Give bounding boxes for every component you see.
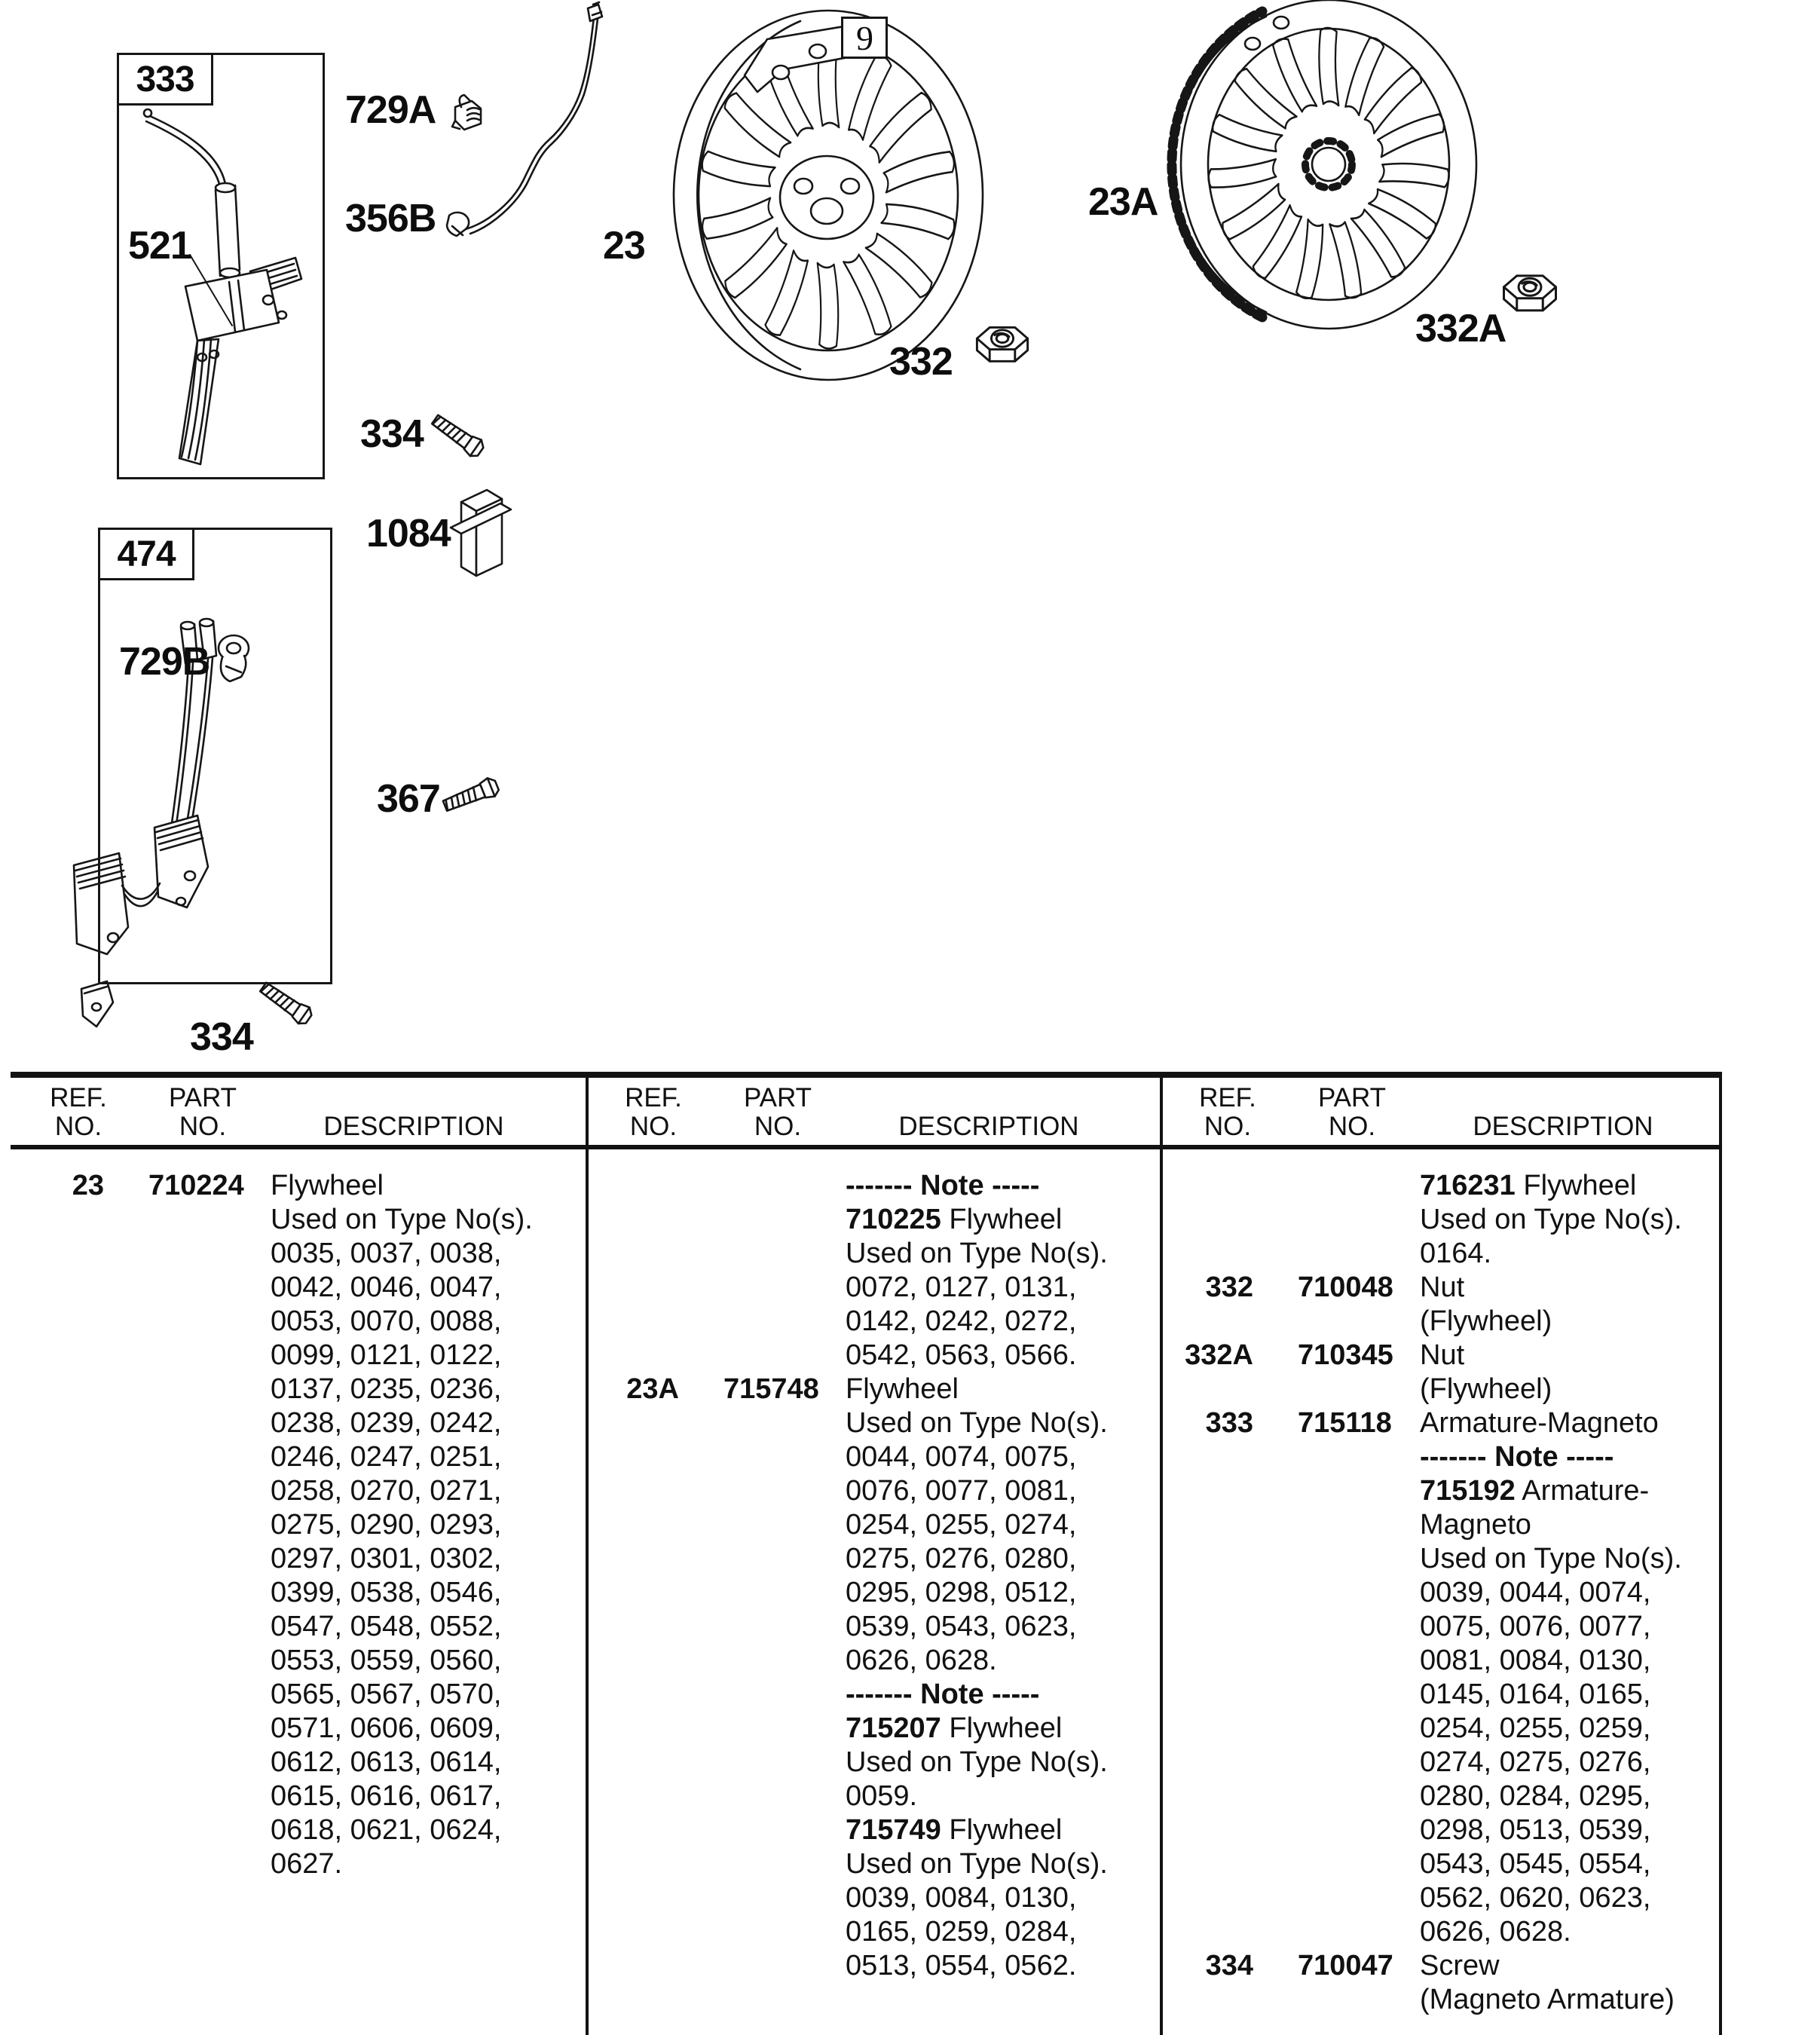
- table-column-1: [11, 1072, 586, 2035]
- description: [271, 1441, 501, 1473]
- connector-729A-icon: [452, 95, 481, 130]
- table-col-rows-1: [11, 1170, 586, 1882]
- description-segment: Flywheel: [941, 1712, 1063, 1744]
- table-row: [11, 1238, 586, 1271]
- description-segment: 0562, 0620, 0623,: [1420, 1882, 1651, 1914]
- description-segment: Used on Type No(s).: [846, 1848, 1108, 1880]
- flywheel-23A-drawing: [1172, 0, 1476, 329]
- part-no: 710047: [1298, 1950, 1393, 1981]
- description: [271, 1271, 501, 1304]
- screw-334-top-icon: [430, 412, 487, 460]
- table-row: [11, 1339, 586, 1373]
- description: [1420, 1780, 1650, 1813]
- table-row: [1160, 1441, 1719, 1475]
- table-row: [586, 1611, 1160, 1645]
- table-row: [586, 1746, 1160, 1780]
- description-segment: 0539, 0543, 0623,: [846, 1611, 1077, 1642]
- table-row: [11, 1204, 586, 1238]
- label-729A: 729A: [345, 88, 436, 132]
- description: [271, 1678, 501, 1711]
- description: [271, 1814, 501, 1847]
- header-part-line2: NO.: [179, 1112, 227, 1141]
- description-segment: 0275, 0290, 0293,: [271, 1509, 502, 1541]
- description-segment: 0246, 0247, 0251,: [271, 1441, 502, 1473]
- description: [271, 1712, 501, 1745]
- header-part-line1: PART: [743, 1083, 812, 1112]
- description-segment: 0297, 0301, 0302,: [271, 1543, 502, 1574]
- module-1084-icon: [451, 490, 511, 576]
- description: [1420, 1814, 1650, 1847]
- description-segment: 0042, 0046, 0047,: [271, 1271, 502, 1303]
- table-row: [586, 1712, 1160, 1746]
- description: [1420, 1543, 1682, 1575]
- description-segment: Used on Type No(s).: [846, 1407, 1108, 1439]
- description-segment: 0612, 0613, 0614,: [271, 1746, 502, 1778]
- part-no: 715748: [723, 1373, 819, 1405]
- description-segment: 0099, 0121, 0122,: [271, 1339, 502, 1371]
- description-bold-segment: 710225: [846, 1204, 941, 1235]
- description-segment: 0076, 0077, 0081,: [846, 1475, 1077, 1507]
- table-row: [1160, 1543, 1719, 1577]
- description: [846, 1305, 1076, 1338]
- table-row: [1160, 1611, 1719, 1645]
- parts-table: [11, 1072, 1722, 2035]
- description: [846, 1238, 1108, 1270]
- description: [1420, 1950, 1500, 1982]
- label-334-bottom: 334: [190, 1015, 253, 1059]
- description: [1420, 1645, 1650, 1677]
- description-segment: 0565, 0567, 0570,: [271, 1678, 502, 1710]
- description-bold-segment: 715192: [1420, 1475, 1516, 1507]
- table-row: [1160, 1271, 1719, 1305]
- table-row: [11, 1577, 586, 1611]
- ref-no: 332A: [1185, 1339, 1253, 1371]
- description: [271, 1339, 501, 1372]
- table-row: [586, 1543, 1160, 1577]
- header-ref-line1: REF.: [50, 1083, 107, 1112]
- description-segment: Screw: [1420, 1950, 1500, 1981]
- header-part-line1: PART: [1317, 1083, 1387, 1112]
- col1-header-ref: [26, 1084, 131, 1141]
- description-segment: Flywheel: [941, 1204, 1063, 1235]
- description: [271, 1475, 501, 1507]
- ref-no: 333: [1205, 1407, 1253, 1439]
- table-row: [1160, 1678, 1719, 1712]
- table-row: [586, 1678, 1160, 1712]
- table-col-rows-3: [1160, 1170, 1719, 2018]
- table-row: [586, 1204, 1160, 1238]
- table-column-3: [1160, 1072, 1719, 2035]
- description: [846, 1645, 997, 1677]
- description: [846, 1475, 1076, 1507]
- table-row: [11, 1407, 586, 1441]
- table-row: [1160, 1305, 1719, 1339]
- table-row: [586, 1950, 1160, 1984]
- table-row: [586, 1509, 1160, 1543]
- description-segment: (Magneto Armature): [1420, 1984, 1675, 2015]
- description: [271, 1611, 501, 1643]
- description-bold-segment: ------- Note -----: [846, 1170, 1040, 1201]
- description: [846, 1814, 1062, 1847]
- header-part-line1: PART: [168, 1083, 237, 1112]
- description: [846, 1746, 1108, 1779]
- description-segment: 0044, 0074, 0075,: [846, 1441, 1077, 1473]
- table-row: [11, 1373, 586, 1407]
- col3-header-description: DESCRIPTION: [1473, 1112, 1653, 1141]
- table-row: [11, 1848, 586, 1882]
- description-segment: 0295, 0298, 0512,: [846, 1577, 1077, 1608]
- description: [846, 1543, 1076, 1575]
- description: [1420, 1339, 1464, 1372]
- description-segment: 0254, 0255, 0274,: [846, 1509, 1077, 1541]
- table-row: [586, 1882, 1160, 1916]
- description: [846, 1407, 1108, 1440]
- description-segment: 0238, 0239, 0242,: [271, 1407, 502, 1439]
- description-segment: Used on Type No(s).: [1420, 1543, 1682, 1574]
- description: [1420, 1984, 1675, 2016]
- table-row: [1160, 1814, 1719, 1848]
- group-box-474: [98, 528, 332, 984]
- description-segment: 0626, 0628.: [1420, 1916, 1571, 1948]
- label-332A: 332A: [1415, 307, 1506, 350]
- header-part-line2: NO.: [1328, 1112, 1376, 1141]
- table-row: [586, 1339, 1160, 1373]
- description: [271, 1170, 384, 1202]
- description: [271, 1746, 501, 1779]
- description-segment: 0137, 0235, 0236,: [271, 1373, 502, 1405]
- col2-header-part: [725, 1084, 830, 1141]
- header-ref-line2: NO.: [1204, 1112, 1252, 1141]
- table-row: [1160, 1238, 1719, 1271]
- description: [1420, 1509, 1531, 1541]
- col1-header-description: DESCRIPTION: [323, 1112, 504, 1141]
- description: [1420, 1170, 1636, 1202]
- ref-no: 23A: [626, 1373, 679, 1405]
- table-row: [11, 1509, 586, 1543]
- table-row: [586, 1407, 1160, 1441]
- screw-334-bottom-icon: [258, 979, 315, 1027]
- table-row: [1160, 1373, 1719, 1407]
- ref-no: 334: [1205, 1950, 1253, 1981]
- table-row: [586, 1441, 1160, 1475]
- description: [271, 1848, 342, 1880]
- description-segment: 0039, 0084, 0130,: [846, 1882, 1077, 1914]
- table-row: [1160, 1204, 1719, 1238]
- description-segment: 0615, 0616, 0617,: [271, 1780, 502, 1812]
- label-23: 23: [603, 224, 645, 268]
- table-row: [1160, 1780, 1719, 1814]
- description: [846, 1678, 1039, 1711]
- description-segment: 0164.: [1420, 1238, 1492, 1269]
- description-bold-segment: 715749: [846, 1814, 941, 1846]
- part-no: 710345: [1298, 1339, 1393, 1371]
- table-row: [586, 1170, 1160, 1204]
- label-729B: 729B: [119, 640, 210, 684]
- description: [846, 1712, 1062, 1745]
- table-row: [11, 1475, 586, 1509]
- description-segment: (Flywheel): [1420, 1305, 1552, 1337]
- description: [1420, 1611, 1650, 1643]
- description-bold-segment: 715207: [846, 1712, 941, 1744]
- table-right-rule: [1719, 1072, 1722, 2035]
- part-no: 710048: [1298, 1271, 1393, 1303]
- description-bold-segment: ------- Note -----: [1420, 1441, 1614, 1473]
- description-segment: 0059.: [846, 1780, 918, 1812]
- header-ref-line2: NO.: [629, 1112, 678, 1141]
- description-segment: 0274, 0275, 0276,: [1420, 1746, 1651, 1778]
- col2-header-description: DESCRIPTION: [898, 1112, 1079, 1141]
- table-row: [1160, 1339, 1719, 1373]
- description-segment: (Flywheel): [1420, 1373, 1552, 1405]
- table-row: [586, 1848, 1160, 1882]
- description-segment: 0553, 0559, 0560,: [271, 1645, 502, 1676]
- description-segment: Flywheel: [1515, 1170, 1637, 1201]
- description: [1420, 1882, 1650, 1914]
- flywheel-nut-332-icon: [977, 327, 1027, 361]
- description-segment: 0399, 0538, 0546,: [271, 1577, 502, 1608]
- description: [846, 1950, 1076, 1982]
- description: [846, 1373, 959, 1406]
- table-row: [11, 1441, 586, 1475]
- description-segment: 0258, 0270, 0271,: [271, 1475, 502, 1507]
- description-segment: 0547, 0548, 0552,: [271, 1611, 502, 1642]
- label-1084: 1084: [366, 512, 451, 555]
- description-segment: Flywheel: [846, 1373, 959, 1405]
- description: [271, 1780, 501, 1813]
- table-row: [11, 1678, 586, 1712]
- col1-header-part: [150, 1084, 255, 1141]
- description-segment: 0165, 0259, 0284,: [846, 1916, 1077, 1948]
- table-row: [1160, 1882, 1719, 1916]
- description-segment: 0081, 0084, 0130,: [1420, 1645, 1651, 1676]
- description-segment: 0145, 0164, 0165,: [1420, 1678, 1651, 1710]
- description: [1420, 1916, 1571, 1948]
- description-segment: 0053, 0070, 0088,: [271, 1305, 502, 1337]
- table-row: [1160, 1645, 1719, 1678]
- description: [271, 1305, 501, 1338]
- description-segment: 0543, 0545, 0554,: [1420, 1848, 1651, 1880]
- description: [1420, 1271, 1464, 1304]
- table-row: [586, 1475, 1160, 1509]
- description: [846, 1611, 1076, 1643]
- description-segment: Flywheel: [271, 1170, 384, 1201]
- table-row: [586, 1305, 1160, 1339]
- ref-no: 332: [1205, 1271, 1253, 1303]
- table-col-rows-2: [586, 1170, 1160, 1984]
- description-segment: 0275, 0276, 0280,: [846, 1543, 1077, 1574]
- description: [846, 1509, 1076, 1541]
- description: [271, 1543, 501, 1575]
- description-segment: 0626, 0628.: [846, 1645, 997, 1676]
- header-ref-line1: REF.: [1199, 1083, 1256, 1112]
- description: [846, 1577, 1076, 1609]
- description-bold-segment: ------- Note -----: [846, 1678, 1040, 1710]
- description: [1420, 1577, 1650, 1609]
- description-segment: 0075, 0076, 0077,: [1420, 1611, 1651, 1642]
- col3-header-ref: [1175, 1084, 1280, 1141]
- ref-no: 23: [72, 1170, 104, 1201]
- table-row: [586, 1814, 1160, 1848]
- description: [1420, 1678, 1650, 1711]
- description: [1420, 1746, 1650, 1779]
- table-column-2: [586, 1072, 1160, 2035]
- label-356B: 356B: [345, 197, 436, 240]
- description-segment: 0142, 0242, 0272,: [846, 1305, 1077, 1337]
- description: [271, 1204, 533, 1236]
- table-row: [1160, 1407, 1719, 1441]
- label-367: 367: [377, 777, 440, 821]
- description-segment: Nut: [1420, 1271, 1465, 1303]
- table-row: [586, 1577, 1160, 1611]
- description-segment: Used on Type No(s).: [271, 1204, 533, 1235]
- description: [271, 1373, 501, 1406]
- table-row: [1160, 1950, 1719, 1984]
- description: [846, 1204, 1062, 1236]
- flywheel-nut-332A-icon: [1504, 276, 1556, 311]
- table-row: [586, 1645, 1160, 1678]
- description: [1420, 1238, 1491, 1270]
- description-segment: Magneto: [1420, 1509, 1531, 1541]
- table-row: [11, 1746, 586, 1780]
- description-segment: 0513, 0554, 0562.: [846, 1950, 1077, 1981]
- description-segment: Used on Type No(s).: [846, 1746, 1108, 1778]
- description-segment: Flywheel: [941, 1814, 1063, 1846]
- col3-header-part: [1299, 1084, 1405, 1141]
- header-ref-line1: REF.: [625, 1083, 682, 1112]
- col2-header-ref: [601, 1084, 706, 1141]
- part-no: 715118: [1298, 1407, 1392, 1439]
- description-segment: 0039, 0044, 0074,: [1420, 1577, 1651, 1608]
- flywheel-23-drawing: [674, 11, 983, 380]
- description-segment: 0571, 0606, 0609,: [271, 1712, 502, 1744]
- table-row: [586, 1271, 1160, 1305]
- table-row: [1160, 1509, 1719, 1543]
- label-23A: 23A: [1088, 180, 1158, 224]
- label-333: 333: [117, 53, 213, 106]
- table-row: [1160, 1746, 1719, 1780]
- table-row: [11, 1170, 586, 1204]
- table-row: [1160, 1916, 1719, 1950]
- description: [1420, 1712, 1650, 1745]
- description: [846, 1882, 1076, 1914]
- description-bold-segment: 716231: [1420, 1170, 1516, 1201]
- table-row: [586, 1916, 1160, 1950]
- description-segment: 0627.: [271, 1848, 343, 1880]
- description: [271, 1577, 501, 1609]
- table-row: [1160, 1848, 1719, 1882]
- description-segment: 0298, 0513, 0539,: [1420, 1814, 1651, 1846]
- description: [846, 1848, 1108, 1880]
- screw-367-icon: [442, 776, 500, 815]
- label-332: 332: [889, 340, 953, 384]
- label-9: 9: [841, 17, 888, 59]
- description-segment: Used on Type No(s).: [1420, 1204, 1682, 1235]
- table-row: [11, 1271, 586, 1305]
- table-row: [1160, 1170, 1719, 1204]
- table-row: [11, 1543, 586, 1577]
- description: [1420, 1441, 1614, 1473]
- table-row: [11, 1645, 586, 1678]
- description: [1420, 1305, 1552, 1338]
- description: [271, 1407, 501, 1440]
- description: [271, 1238, 501, 1270]
- description: [1420, 1373, 1552, 1406]
- description: [846, 1170, 1039, 1202]
- table-row: [586, 1373, 1160, 1407]
- description: [846, 1339, 1076, 1372]
- description-segment: Used on Type No(s).: [846, 1238, 1108, 1269]
- table-row: [11, 1305, 586, 1339]
- label-474: 474: [98, 528, 194, 580]
- description-segment: Armature-Magneto: [1420, 1407, 1659, 1439]
- description: [846, 1780, 917, 1813]
- table-row: [586, 1238, 1160, 1271]
- header-part-line2: NO.: [754, 1112, 802, 1141]
- description-segment: Nut: [1420, 1339, 1465, 1371]
- table-row: [11, 1611, 586, 1645]
- table-row: [11, 1712, 586, 1746]
- description: [1420, 1407, 1659, 1440]
- table-row: [1160, 1577, 1719, 1611]
- description: [1420, 1475, 1649, 1507]
- part-no: 710224: [148, 1170, 244, 1201]
- description: [1420, 1204, 1682, 1236]
- description: [271, 1645, 501, 1677]
- description-segment: 0542, 0563, 0566.: [846, 1339, 1077, 1371]
- description: [846, 1441, 1076, 1473]
- description-segment: 0254, 0255, 0259,: [1420, 1712, 1651, 1744]
- label-521: 521: [128, 224, 191, 268]
- description: [846, 1916, 1076, 1948]
- header-ref-line2: NO.: [54, 1112, 102, 1141]
- table-row: [1160, 1984, 1719, 2018]
- description-segment: 0618, 0621, 0624,: [271, 1814, 502, 1846]
- description: [1420, 1848, 1650, 1880]
- table-row: [1160, 1712, 1719, 1746]
- label-334-top: 334: [360, 412, 424, 456]
- description-segment: Armature-: [1515, 1475, 1650, 1507]
- description: [271, 1509, 501, 1541]
- table-row: [586, 1780, 1160, 1814]
- table-row: [11, 1814, 586, 1848]
- description: [846, 1271, 1076, 1304]
- description-segment: 0035, 0037, 0038,: [271, 1238, 502, 1269]
- description-segment: 0280, 0284, 0295,: [1420, 1780, 1651, 1812]
- description-segment: 0072, 0127, 0131,: [846, 1271, 1077, 1303]
- table-row: [1160, 1475, 1719, 1509]
- table-row: [11, 1780, 586, 1814]
